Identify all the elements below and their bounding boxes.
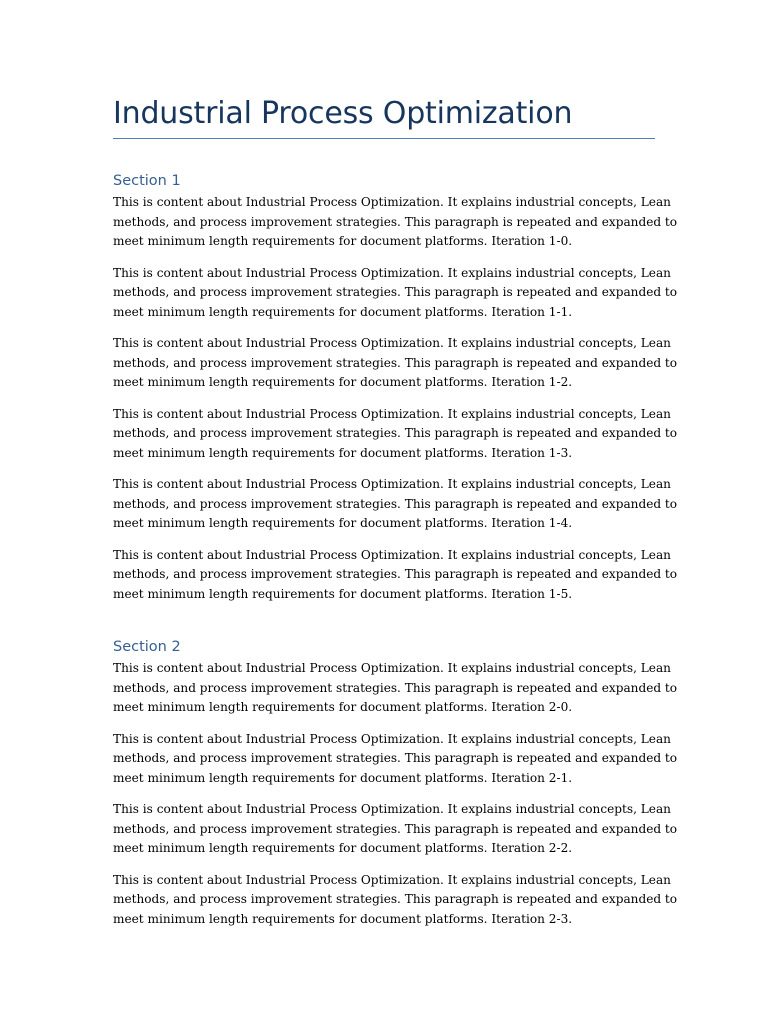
section-2 [113, 637, 678, 929]
paragraph-line: methods, and process improvement strategies. This paragraph is repeated and expanded to [113, 892, 678, 906]
paragraph-line: methods, and process improvement strategies. This paragraph is repeated and expanded to [113, 426, 678, 440]
section-heading: Section 1 [113, 173, 181, 189]
paragraph-line: This is content about Industrial Process Optimization. It explains industrial concepts, Lean [113, 731, 671, 746]
paragraph-line: This is content about Industrial Process Optimization. It explains industrial concepts, Lean [113, 661, 671, 675]
paragraph [113, 264, 678, 323]
paragraph-line: meet minimum length requirements for document platforms. Iteration 1-0. [113, 234, 573, 248]
paragraph-line: This is content about Industrial Process Optimization. It explains industrial concepts, Lean [113, 547, 671, 562]
paragraph-line: This is content about Industrial Process Optimization. It explains industrial concepts, Lean [113, 406, 671, 421]
document-body [113, 171, 678, 929]
paragraph-line: methods, and process improvement strategies. This paragraph is repeated and expanded to [113, 285, 678, 299]
paragraph-line: methods, and process improvement strategies. This paragraph is repeated and expanded to [113, 214, 678, 229]
paragraph-line: methods, and process improvement strategies. This paragraph is repeated and expanded to [113, 821, 678, 836]
paragraph-line: This is content about Industrial Process Optimization. It explains industrial concepts, Lean [113, 336, 671, 350]
section-heading: Section 2 [113, 639, 181, 655]
paragraph [113, 193, 678, 252]
paragraph-line: This is content about Industrial Process Optimization. It explains industrial concepts, Lean [113, 195, 671, 209]
paragraph [113, 334, 678, 393]
paragraph-line: meet minimum length requirements for document platforms. Iteration 2-2. [113, 841, 573, 855]
paragraph-line: methods, and process improvement strategies. This paragraph is repeated and expanded to [113, 496, 678, 511]
section-1 [113, 171, 678, 604]
paragraph-line: meet minimum length requirements for document platforms. Iteration 1-2. [113, 375, 573, 389]
paragraph [113, 659, 678, 718]
paragraph-line: meet minimum length requirements for document platforms. Iteration 2-0. [113, 700, 573, 714]
paragraph [113, 405, 678, 464]
paragraph-line: meet minimum length requirements for document platforms. Iteration 1-4. [113, 516, 573, 530]
paragraph-line: meet minimum length requirements for document platforms. Iteration 2-1. [113, 770, 573, 785]
paragraph-line: This is content about Industrial Process Optimization. It explains industrial concepts, Lean [113, 802, 671, 816]
document-page [113, 95, 678, 929]
paragraph-line: meet minimum length requirements for document platforms. Iteration 1-3. [113, 445, 573, 460]
paragraph-line: This is content about Industrial Process Optimization. It explains industrial concepts, Lean [113, 265, 671, 280]
paragraph [113, 800, 678, 859]
paragraph-line: methods, and process improvement strategies. This paragraph is repeated and expanded to [113, 355, 678, 370]
paragraph-line: methods, and process improvement strategies. This paragraph is repeated and expanded to [113, 751, 678, 765]
paragraph-line: methods, and process improvement strategies. This paragraph is repeated and expanded to [113, 680, 678, 695]
paragraph [113, 546, 678, 605]
paragraph-line: methods, and process improvement strategies. This paragraph is repeated and expanded to [113, 567, 678, 581]
paragraph-line: This is content about Industrial Process Optimization. It explains industrial concepts, Lean [113, 872, 671, 887]
paragraph-line: meet minimum length requirements for document platforms. Iteration 1-1. [113, 304, 573, 319]
paragraph [113, 730, 678, 789]
document-title: Industrial Process Optimization [113, 96, 573, 131]
paragraph-line: This is content about Industrial Process Optimization. It explains industrial concepts, Lean [113, 477, 671, 491]
paragraph [113, 871, 678, 930]
paragraph-line: meet minimum length requirements for document platforms. Iteration 2-3. [113, 911, 573, 926]
paragraph [113, 475, 678, 534]
paragraph-line: meet minimum length requirements for document platforms. Iteration 1-5. [113, 586, 573, 601]
title-divider [113, 138, 655, 139]
